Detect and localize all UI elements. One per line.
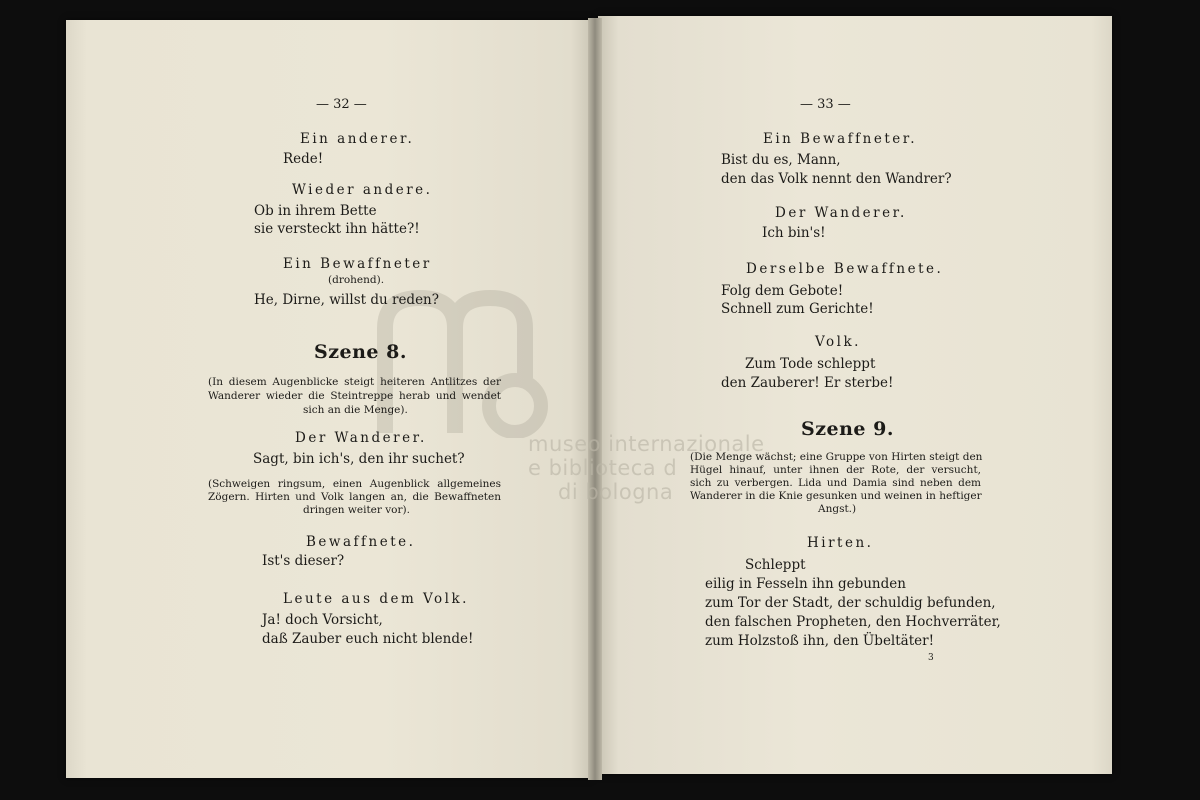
stage-direction: Wanderer in die Knie gesunken und weinen in heftiger	[690, 490, 982, 502]
speaker-label: Ein Bewaffneter	[283, 256, 432, 272]
page-number-left: — 32 —	[316, 97, 367, 112]
stage-direction: Zögern. Hirten und Volk langen an, die Bewaffneten	[208, 491, 501, 503]
speaker-label: Bewaffnete.	[306, 534, 416, 550]
stage-direction: Angst.)	[818, 503, 857, 515]
stage-direction: Wanderer wieder die Steintreppe herab und wendet	[208, 390, 501, 402]
verse-line: den das Volk nennt den Wandrer?	[721, 171, 952, 187]
speaker-label: Wieder andere.	[292, 182, 433, 198]
scene-title: Szene 8.	[314, 341, 407, 363]
verse-line: daß Zauber euch nicht blende!	[262, 631, 474, 647]
page-number-right: — 33 —	[800, 97, 851, 112]
stage-direction: (Die Menge wächst; eine Gruppe von Hirten steigt den	[690, 451, 983, 463]
stage-direction: (In diesem Augenblicke steigt heiteren Antlitzes der	[208, 376, 501, 388]
verse-line: Sagt, bin ich's, den ihr suchet?	[253, 451, 465, 467]
verse-line: Ja! doch Vorsicht,	[262, 612, 383, 628]
verse-line: sie versteckt ihn hätte?!	[254, 221, 420, 237]
right-page	[598, 16, 1112, 774]
verse-line: den falschen Propheten, den Hochverräter,	[705, 614, 1001, 630]
scene-title: Szene 9.	[801, 418, 894, 440]
verse-line: Schleppt	[745, 557, 806, 573]
verse-line: den Zauberer! Er sterbe!	[721, 375, 894, 391]
speaker-label: Der Wanderer.	[295, 430, 427, 446]
speaker-label: Volk.	[815, 334, 861, 350]
watermark-line-2: e biblioteca d	[528, 456, 678, 480]
speaker-label: Leute aus dem Volk.	[283, 591, 469, 607]
verse-line: zum Holzstoß ihn, den Übeltäter!	[705, 633, 935, 649]
stage-direction: sich an die Menge).	[303, 404, 408, 416]
watermark-line-3: di bologna	[558, 480, 674, 504]
stage-direction: (Schweigen ringsum, einen Augenblick allgemeines	[208, 478, 501, 490]
verse-line: Ob in ihrem Bette	[254, 203, 377, 219]
speaker-label: Hirten.	[807, 535, 874, 551]
stage-direction: sich zu verbergen. Lida und Damia sind neben dem	[690, 477, 981, 489]
book-gutter	[588, 18, 602, 780]
verse-line: zum Tor der Stadt, der schuldig befunden,	[705, 595, 996, 611]
stage-direction: dringen weiter vor).	[303, 504, 410, 516]
verse-line: Zum Tode schleppt	[745, 356, 876, 372]
signature-mark: 3	[928, 653, 934, 663]
verse-line: Ich bin's!	[762, 225, 826, 241]
verse-line: Bist du es, Mann,	[721, 152, 841, 168]
verse-line: eilig in Fesseln ihn gebunden	[705, 576, 906, 592]
verse-line: Ist's dieser?	[262, 553, 345, 569]
speaker-label: Derselbe Bewaffnete.	[746, 261, 944, 277]
verse-line: Rede!	[283, 151, 324, 167]
verse-line: Schnell zum Gerichte!	[721, 301, 874, 317]
stage-direction: Hügel hinauf, unter ihnen der Rote, der versucht,	[690, 464, 981, 476]
speaker-label: Der Wanderer.	[775, 205, 907, 221]
speaker-label: Ein anderer.	[300, 131, 415, 147]
watermark-line-1: museo internazionale	[528, 432, 765, 456]
verse-line: Folg dem Gebote!	[721, 283, 844, 299]
stage-direction: (drohend).	[328, 274, 385, 286]
speaker-label: Ein Bewaffneter.	[763, 131, 918, 147]
verse-line: He, Dirne, willst du reden?	[254, 292, 439, 308]
